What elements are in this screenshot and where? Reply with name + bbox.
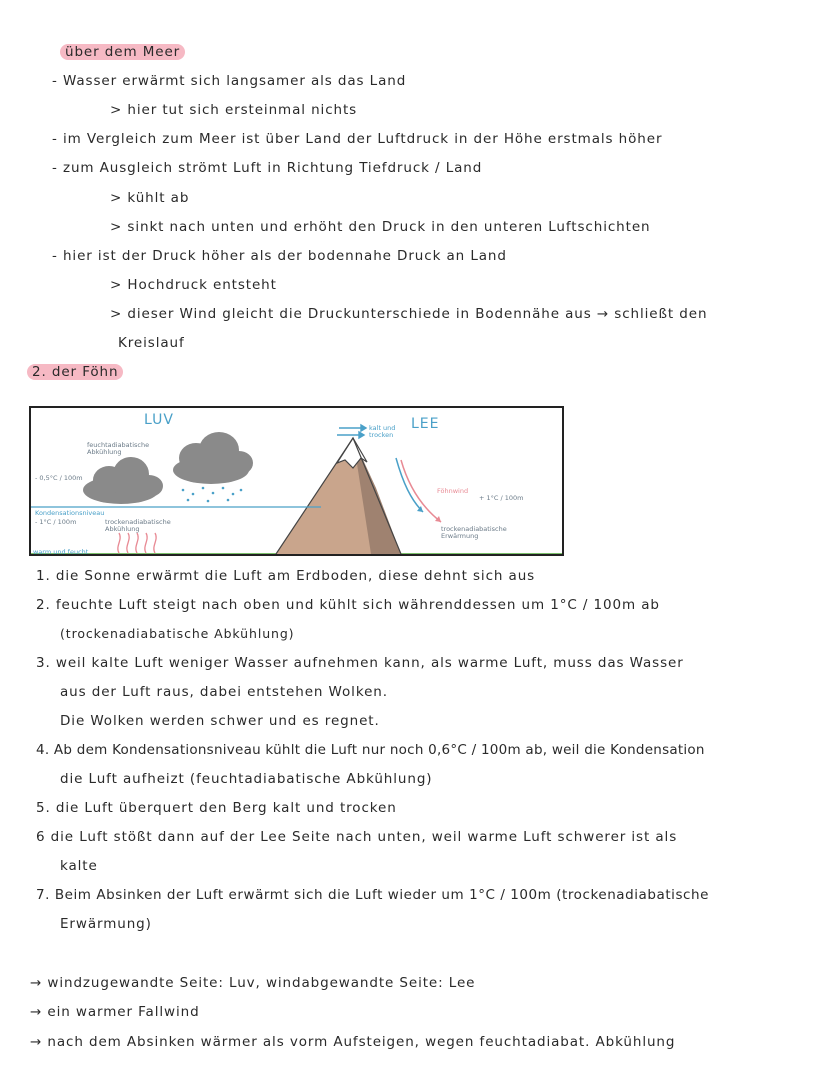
step-line: 6 die Luft stößt dann auf der Lee Seite nach unten, weil warme Luft schwerer ist als <box>36 829 678 845</box>
note-line: > dieser Wind gleicht die Druckunterschiede in Bodennähe aus → schließt den <box>110 306 708 322</box>
trocken-erw-label: trockenadiabatische Erwärmung <box>441 525 507 540</box>
rate-06-label: - 0,5°C / 100m <box>35 474 83 482</box>
step-line: Erwärmung) <box>60 916 152 932</box>
rate-plus1-label: + 1°C / 100m <box>479 494 524 502</box>
summary-line: → nach dem Absinken wärmer als vorm Aufsteigen, wegen feuchtadiabat. Abkühlung <box>30 1034 676 1050</box>
note-line: > kühlt ab <box>110 190 190 206</box>
warm-feucht-label: warm und feucht <box>33 548 89 556</box>
foehnwind-label: Föhnwind <box>437 487 469 495</box>
descending-air-arrow <box>396 458 423 512</box>
step-line: 7. Beim Absinken der Luft erwärmt sich die Luft wieder um 1°C / 100m (trockenadiabatische <box>36 887 709 903</box>
cloud-icon-right <box>173 432 253 484</box>
wind-arrow-icon <box>337 425 366 438</box>
kalt-trocken-label: kalt und trocken <box>369 424 396 439</box>
note-line: - Wasser erwärmt sich langsamer als das Land <box>52 73 407 89</box>
note-line: Kreislauf <box>118 335 185 351</box>
note-line: > sinkt nach unten und erhöht den Druck in den unteren Luftschichten <box>110 219 651 235</box>
lee-label: LEE <box>411 416 440 432</box>
note-line: > Hochdruck entsteht <box>110 277 277 293</box>
note-line: - hier ist der Druck höher als der bodennahe Druck an Land <box>52 248 507 264</box>
step-line: Die Wolken werden schwer und es regnet. <box>60 713 380 729</box>
trocken-abk-label: trockenadiabatische Abkühlung <box>105 518 171 533</box>
foehn-diagram <box>29 406 564 556</box>
cloud-icon-left <box>83 457 163 504</box>
step-line: die Luft aufheizt (feuchtadiabatische Abkühlung) <box>60 771 433 787</box>
rising-air-icon <box>118 533 156 553</box>
step-line: 3. weil kalte Luft weniger Wasser aufnehmen kann, als warme Luft, muss das Wasser <box>36 655 684 671</box>
summary-line: → windzugewandte Seite: Luv, windabgewandte Seite: Lee <box>30 975 476 991</box>
section-heading-meer: über dem Meer <box>60 44 185 60</box>
note-line: - zum Ausgleich strömt Luft in Richtung Tiefdruck / Land <box>52 160 483 176</box>
note-line: > hier tut sich ersteinmal nichts <box>110 102 358 118</box>
note-line: - im Vergleich zum Meer ist über Land der Luftdruck in der Höhe erstmals höher <box>52 131 663 147</box>
step-line: kalte <box>60 858 98 874</box>
step-line: (trockenadiabatische Abkühlung) <box>60 626 295 641</box>
summary-line: → ein warmer Fallwind <box>30 1004 200 1020</box>
foehn-wind-arrow <box>401 460 441 522</box>
feucht-label: feuchtadiabatische Abkühlung <box>87 441 150 456</box>
step-line: 5. die Luft überquert den Berg kalt und trocken <box>36 800 397 816</box>
step-line: 2. feuchte Luft steigt nach oben und kühlt sich währenddessen um 1°C / 100m ab <box>36 597 660 613</box>
rain-icon <box>182 487 243 503</box>
luv-label: LUV <box>144 412 174 428</box>
step-line: aus der Luft raus, dabei entstehen Wolken. <box>60 684 388 700</box>
step-line: 1. die Sonne erwärmt die Luft am Erdboden, diese dehnt sich aus <box>36 568 536 584</box>
kondensation-label: Kondensationsniveau <box>35 509 105 517</box>
section-heading-foehn: 2. der Föhn <box>27 364 123 380</box>
step-line: 4. Ab dem Kondensationsniveau kühlt die Luft nur noch 0,6°C / 100m ab, weil die Kondensation <box>36 742 705 758</box>
rate-1-label: - 1°C / 100m <box>35 518 77 526</box>
